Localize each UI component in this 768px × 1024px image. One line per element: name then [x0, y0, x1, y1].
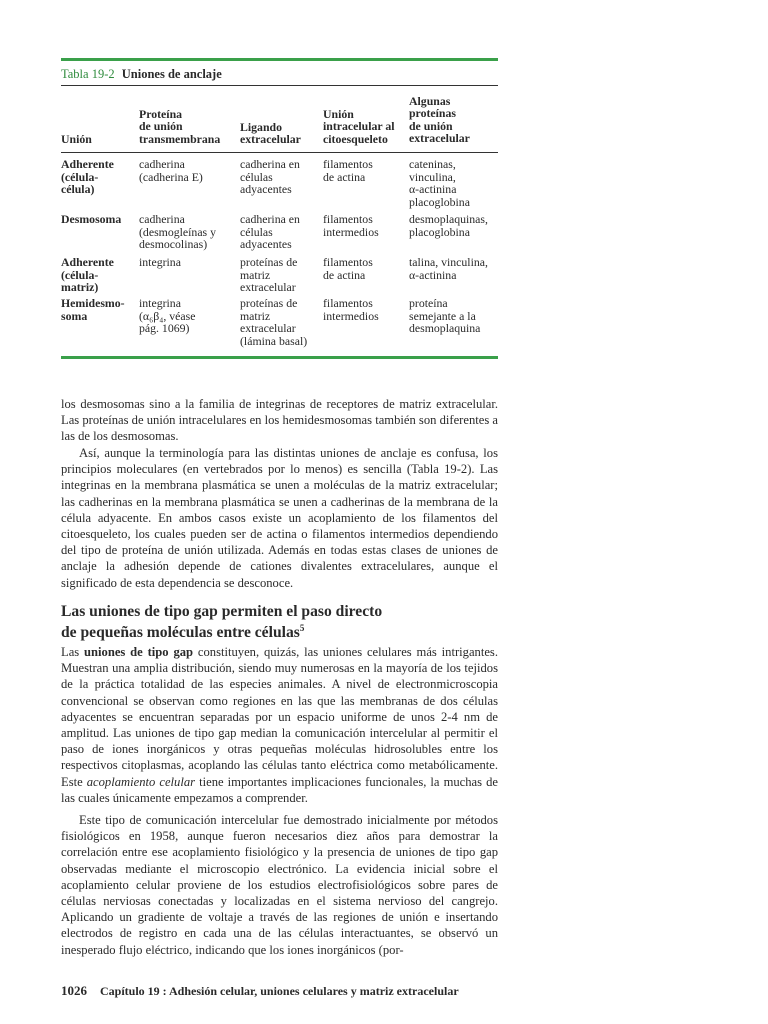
table-cell-attach: proteína semejante a la desmoplaquina [409, 296, 481, 336]
header-transmembrane-protein: Proteína de unión transmembrana [139, 107, 221, 146]
table-cell-protein: cadherina (desmogleínas y desmocolinas) [139, 212, 216, 252]
table-title: Uniones de anclaje [121, 67, 222, 81]
footnote-marker: 5 [299, 623, 305, 633]
table-cell-ligand: proteínas de matriz extracelular (lámina basal) [240, 296, 308, 348]
table-cell-link: filamentos de actina [323, 157, 373, 184]
table-cell-ligand: cadherina en células adyacentes [240, 212, 300, 252]
body-paragraph-4: Este tipo de comunicación intercelular fue demostrado inicialmente por métodos fisiológicos en 1958, aunque fueron necesarios diez años para demostrar la correlación entre ese acoplamiento fisiológico y la presencia de uniones de tipo gap observadas mediante el microscopio electrónico. La evidencia inicial sobre el acoplamiento celular proviene de los estudios electrofisiológicos sobre pares de células nerviosas conectadas y localizadas en el sistema nervioso del cangrejo. Aplicando un gradiente de voltaje a través de las regiones de unión e insertando electrodos de registro en cada una de las células interactuantes, se observó un inesperado flujo eléctrico, indicando que los iones inorgánicos (por- [61, 813, 498, 957]
header-union: Unión [61, 132, 92, 146]
body-paragraph-3 [61, 644, 498, 806]
table-cell-protein: integrina (α₆β₄, véase pág. 1069) [139, 296, 196, 336]
header-extracellular-ligand: Ligando extracelular [240, 120, 301, 147]
table-top-rule [61, 58, 498, 61]
header-intracellular-link: Unión intracelular al citoesqueleto [323, 107, 395, 146]
table-cell-union: Hemidesmo- soma [61, 296, 125, 323]
table-header-rule [61, 85, 498, 86]
heading-line-2: de pequeñas moléculas entre células [61, 624, 300, 642]
table-cell-attach: desmoplaquinas, placoglobina [409, 212, 488, 239]
heading-line-1: Las uniones de tipo gap permiten el paso directo [61, 603, 383, 620]
body-paragraph-2: Así, aunque la terminología para las distintas uniones de anclaje es confusa, los principios moleculares (en vertebrados por lo menos) es sencilla (Tabla 19-2). Las integrinas en la membrana plasmática se unen a moléculas de la matriz extracelular; las cadherinas en la membrana plasmática se unen a cadherinas de la membrana de la célula adyacente. En ambos casos existe un acoplamiento de los filamentos del citoesqueleto, los cuales pueden ser de actina o filamentos intermedios dependiendo del tipo de proteína de unión utilizada. Además en todas estas clases de uniones de anclaje la adhesión depende de cationes divalentes extracelulares, aunque el significado de esta dependencia se desconoce. [61, 446, 498, 590]
table-cell-ligand: proteínas de matriz extracelular [240, 255, 298, 295]
p3-intro: Las [61, 645, 85, 659]
table-cell-union: Adherente (célula- matriz) [61, 255, 114, 295]
term-gap-junctions: uniones de tipo gap [84, 645, 194, 659]
section-heading [61, 603, 498, 641]
table-cell-union: Adherente (célula- célula) [61, 157, 114, 197]
table-body-rule [61, 152, 498, 153]
page-footer [61, 983, 459, 999]
table-bottom-rule [61, 356, 498, 359]
p3-main: constituyen, quizás, las uniones celulares más intrigantes. Muestran una amplia distribución, siendo muy numerosas en la mayoría de los tejidos de la práctica totalidad de las especies animales. A nivel de electronmicroscopia convencional se observan como regiones en las que las membranas de dos células adyacentes se encuentran separadas por un espacio uniforme de unos 2-4 nm de amplitud. Las uniones de tipo gap median la comunicación intercelular al permitir el paso de iones inorgánicos y otras pequeñas moléculas hidrosolubles entre los respectivos citoplasmas, acoplando las células tanto eléctrica como metabólicamente. Este [61, 645, 498, 789]
page-number: 1026 [61, 983, 87, 998]
table-caption [61, 67, 222, 82]
table-cell-protein: cadherina (cadherina E) [139, 157, 203, 184]
term-cell-coupling: acoplamiento celular [86, 774, 196, 789]
table-cell-ligand: cadherina en células adyacentes [240, 157, 300, 197]
table-cell-protein: integrina [139, 255, 181, 269]
p3-end: tiene importantes implicaciones funcionales, la muchas de las cuales únicamente empezamos a comprender. [61, 774, 498, 805]
table-cell-attach: cateninas, vinculina, α-actinina placoglobina [409, 157, 470, 209]
table-label: Tabla 19-2 [61, 67, 115, 81]
body-paragraph-1: los desmosomas sino a la familia de integrinas de receptores de matriz extracelular. Las proteínas de unión intracelulares en los hemidesmosomas también son diferentes a las de los desmosomas. [61, 397, 498, 444]
header-attachment-proteins: Algunas proteínas de unión extracelular [409, 94, 470, 146]
table-cell-link: filamentos intermedios [323, 212, 379, 239]
table-cell-union: Desmosoma [61, 212, 122, 226]
table-cell-link: filamentos de actina [323, 255, 373, 282]
table-cell-attach: talina, vinculina, α-actinina [409, 255, 488, 282]
table-cell-link: filamentos intermedios [323, 296, 379, 323]
chapter-title: Capítulo 19 : Adhesión celular, uniones celulares y matriz extracelular [100, 984, 459, 998]
